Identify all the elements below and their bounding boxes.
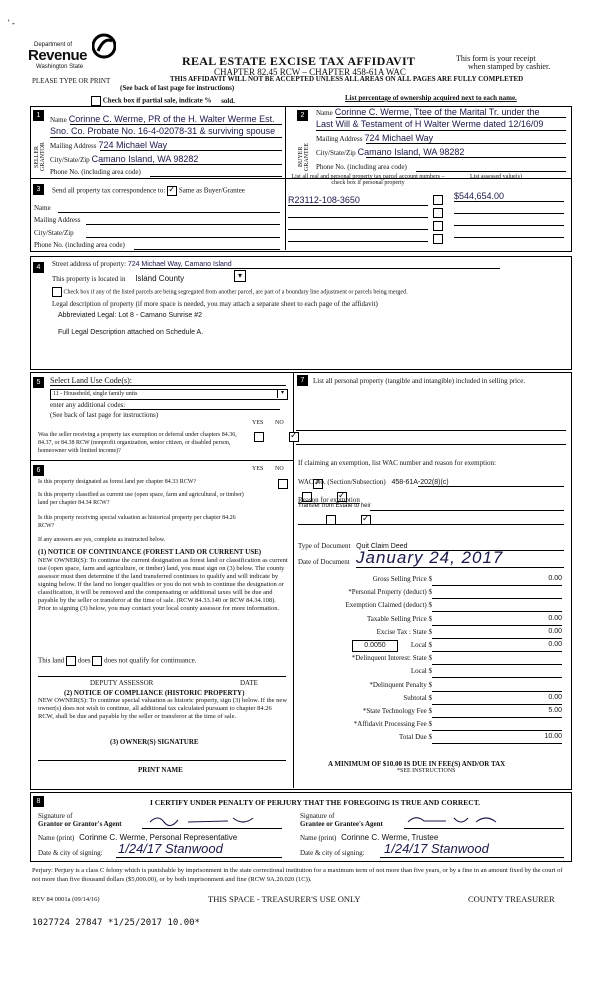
parcel-header: List all real and personal property tax parcel account numbers – check box if personal property — [291, 174, 445, 186]
buyer-mailing[interactable]: 724 Michael Way — [364, 133, 434, 143]
doc-date-label: Date of Document — [298, 558, 350, 566]
dor-logo — [26, 33, 121, 73]
tax-row — [298, 694, 566, 706]
exemption-no-checkbox[interactable] — [289, 432, 299, 442]
date-label: DATE — [240, 679, 258, 687]
reason-value[interactable]: Transfer from Estate to heir — [298, 503, 371, 509]
tax-row-label: Gross Selling Price $ — [372, 575, 432, 583]
buyer-name-1[interactable]: Corinne C. Werme, Ttee of the Marital Tr. under the — [334, 107, 540, 117]
tax-row — [298, 654, 566, 666]
street-row: Street address of property: 724 Michael Way, Camano Island — [52, 260, 232, 268]
buyer-city-row: City/State/Zip Camano Island, WA 98282 — [316, 147, 465, 157]
section-8-badge: 8 — [33, 796, 44, 807]
tax-row-label: Local $ — [410, 667, 432, 676]
rev-number: REV 84 0001a (09/14/16) — [32, 896, 100, 903]
seller-side-label: SELLER GRANTOR — [34, 142, 46, 172]
chevron-down-icon[interactable]: ▾ — [277, 389, 287, 398]
grantee-date[interactable]: 1/24/17 Stanwood — [384, 841, 489, 856]
form-chapter: CHAPTER 82.45 RCW – CHAPTER 458-61A WAC — [214, 67, 406, 77]
select-land-use-label: Select Land Use Code(s): — [50, 376, 132, 385]
seller-mailing[interactable]: 724 Michael Way — [98, 140, 168, 150]
tax-row-label: Excise Tax : State $ — [376, 627, 432, 636]
owner-signature-label: (3) OWNER(S) SIGNATURE — [110, 738, 199, 746]
tax-row — [298, 667, 566, 679]
tax-row-value[interactable] — [432, 654, 562, 665]
tax-row — [298, 588, 566, 600]
exemption-question: Was the seller receiving a property tax exemption or deferral under chapters 84.36, 84.37, or 84.38 RCW (nonprofit organization, senior citizen, or disabled person, homeowner with limited income)? — [38, 432, 237, 454]
personal-property-checkbox-1[interactable] — [433, 195, 443, 205]
land-use-select[interactable] — [50, 389, 288, 400]
minimum-note: A MINIMUM OF $10.00 IS DUE IN FEE(S) AND/OR TAX — [328, 760, 506, 768]
seller-phone-label: Phone No. (including area code) — [50, 168, 141, 176]
buyer-name-2[interactable]: Last Will & Testament of H Walter Werme dated 12/16/09 — [316, 119, 544, 129]
parcel-1[interactable]: R23112-108-3650 — [288, 195, 360, 205]
located-row: This property is located in Island County — [52, 274, 185, 283]
land-use-selected: 11 - Household, single family units — [53, 391, 138, 397]
seller-name-2[interactable]: Sno. Co. Probate No. 16-4-02078-31 & surviving spouse — [50, 126, 276, 136]
print-name-label: PRINT NAME — [138, 766, 183, 774]
wac-value[interactable]: 458-61A-202(8)(c) — [391, 479, 449, 486]
seller-city-row: City/State/Zip Camano Island, WA 98282 — [50, 154, 199, 164]
partial-sale-label: Check box if partial sale, indicate % — [102, 96, 212, 105]
wac-row: WAC No. (Section/Subsection) 458-61A-202(8)(c) — [298, 478, 449, 486]
tax-row — [298, 641, 566, 653]
tax-row-label: *Affidavit Processing Fee $ — [353, 720, 432, 729]
see-back-note: (See back of last page for instructions) — [120, 84, 235, 92]
tax-row-value[interactable]: 0.00 — [432, 641, 562, 652]
certify-statement: I CERTIFY UNDER PENALTY OF PERJURY THAT THE FOREGOING IS TRUE AND CORRECT. — [150, 798, 481, 807]
notice-compliance-title: (2) NOTICE OF COMPLIANCE (HISTORIC PROPERTY) — [64, 689, 245, 697]
tax-row — [298, 601, 566, 613]
seller-name-1[interactable]: Corinne C. Werme, PR of the H. Walter Werme Est. — [68, 114, 275, 124]
assessed-value-1[interactable]: $544,654.00 — [454, 191, 505, 201]
deputy-assessor-label: DEPUTY ASSESSOR — [90, 679, 154, 687]
notice-continuance-body: NEW OWNER(S): To continue the current designation as forest land or classification as current use (open space, farm and agriculture, or timber) land, you must sign on (3) below. The county assessor must then determine if the land transferred continues to qualify and will indicate by signing below. If the land no longer qualifies or you do not wish to continue the designation or classification, it will be removed and the compensating or additional taxes will be due and payable by the seller or transferor at the time of sale. (RCW 84.33.140 or RCW 84.34.108). Prior to signing (3) below, you may contact your local county assessor for more information. — [38, 557, 288, 612]
sec6-no: NO — [275, 466, 284, 472]
same-as-buyer-checkbox[interactable] — [167, 186, 177, 196]
tax-row-label: Taxable Selling Price $ — [366, 614, 432, 623]
tax-row-label: *State Technology Fee $ — [362, 707, 432, 715]
land-does-row: This land does does not qualify for continuance. — [38, 656, 197, 665]
tax-row — [298, 615, 566, 627]
exemption-claim-label: If claiming an exemption, list WAC number and reason for exemption: — [298, 459, 496, 467]
local-rate-field[interactable]: 0.0050 — [352, 640, 398, 652]
tax-row-value[interactable]: 0.00 — [432, 615, 562, 626]
doc-date-value[interactable]: January 24, 2017 — [356, 548, 504, 567]
notice-continuance-title: (1) NOTICE OF CONTINUANCE (FOREST LAND OR CURRENT USE) — [38, 548, 262, 556]
additional-codes-label: enter any additional codes: — [50, 401, 126, 409]
tax-row — [298, 707, 566, 719]
county-value[interactable]: Island County — [135, 274, 185, 283]
buyer-city[interactable]: Camano Island, WA 98282 — [357, 147, 465, 157]
tax-row-label: Subtotal $ — [403, 693, 432, 702]
tax-row-label: Local $ — [410, 641, 432, 649]
tax-row-value[interactable] — [432, 720, 562, 731]
section-4-badge: 4 — [33, 262, 44, 273]
sec5-no: NO — [275, 420, 284, 426]
see-instructions: *SEE INSTRUCTIONS — [397, 768, 456, 774]
assessed-header: List assessed value(s) — [470, 174, 522, 180]
notice-compliance-body: NEW OWNER(S): To continue special valuation as historic property, sign (3) below. If the new owner(s) does not wish to continue, all additional tax calculated pursuant to chapter 84.26 RCW, shall be due and payable by the seller or transferor at the time of sale. — [38, 697, 288, 720]
grantor-date-label: Date & city of signing: — [38, 849, 103, 857]
section-2-badge: 2 — [297, 110, 308, 121]
tax-row-label: *Delinquent Penalty $ — [369, 680, 432, 689]
grantee-sig-label-2: Grantee or Grantee's Agent — [300, 820, 383, 828]
section-6-badge: 6 — [33, 465, 44, 476]
tax-row-value[interactable]: 0.00 — [432, 628, 562, 639]
tax-row — [298, 733, 566, 745]
seller-mailing-row: Mailing Address 724 Michael Way — [50, 140, 168, 150]
personal-property-label: List all personal property (tangible and intangible) included in selling price. — [313, 377, 526, 385]
personal-property-checkbox-3[interactable] — [433, 221, 443, 231]
forest-question: Is this property designated as forest land per chapter 84.33 RCW? — [38, 479, 197, 485]
sec6-yes: YES — [252, 466, 264, 472]
grantee-sig-label-1: Signature of — [300, 812, 335, 820]
legal-label: Legal description of property (if more space is needed, you may attach a separate sheet to each page of the affidavit) — [52, 300, 378, 308]
personal-property-checkbox-4[interactable] — [433, 234, 443, 244]
section-1-badge: 1 — [33, 110, 44, 121]
partial-sale — [91, 96, 235, 106]
perjury-note: Perjury: Perjury is a class C felony which is punishable by imprisonment in the state correctional institution for a maximum term of not more than five years, or by a fine in an amount fixed by the court of not more than five thousand dollars ($5,000.00), or by both imprisonment and fine (RCW 9A.20.020 (1C)). — [32, 867, 563, 883]
tax-row — [298, 681, 566, 693]
tax-row-value[interactable]: 5.00 — [432, 707, 562, 718]
tax-row-value[interactable] — [432, 667, 562, 678]
exemption-yes-checkbox[interactable] — [254, 432, 264, 442]
tax-row — [298, 720, 566, 732]
grantor-name-row: Name (print) Corinne C. Werme, Personal Representative — [38, 833, 238, 842]
section-5-badge: 5 — [33, 377, 44, 388]
receipt-note-2: when stamped by cashier. — [468, 62, 551, 71]
grantee-date-label: Date & city of signing: — [300, 849, 365, 857]
sec5-yes: YES — [252, 420, 264, 426]
tax-row-value[interactable] — [432, 601, 562, 612]
grantee-signature-icon — [406, 812, 506, 828]
tax-row — [298, 575, 566, 587]
section-7-badge: 7 — [297, 375, 308, 386]
sold-label: sold. — [221, 96, 236, 105]
corner-mark: ' - — [8, 18, 15, 28]
county-dropdown-icon[interactable]: ▾ — [234, 270, 246, 282]
grantor-signature-icon — [148, 812, 258, 828]
historic-question: Is this property receiving special valuation as historical property per chapter 84.26 RCW? — [38, 515, 236, 529]
segregated-label: Check box if any of the listed parcels are being segregated from another parcel, are part of a boundary line adjustment or parcels being merged. — [63, 289, 408, 296]
treasurer-stamp: 1027724 27847 *1/25/2017 10.00* — [32, 918, 200, 928]
land-does-checkbox[interactable] — [66, 656, 76, 666]
tax-row-value[interactable]: 0.00 — [432, 694, 562, 705]
current-use-question: Is this property classified as current use (open space, farm and agricultural, or timber) land per chapter 84.34 RCW? — [38, 492, 244, 506]
tax-row-value[interactable] — [432, 681, 562, 692]
logo-state: Washington State — [36, 64, 84, 70]
tax-row-label: *Delinquent Interest: State $ — [351, 654, 432, 663]
tax-row-label: Exemption Claimed (deduct) $ — [345, 601, 432, 610]
buyer-name-row: Name Corinne C. Werme, Ttee of the Marital Tr. under the — [316, 107, 540, 117]
revenue-swirl-icon — [92, 33, 116, 59]
parcel-checkboxes — [433, 195, 443, 244]
tax-row-value[interactable]: 0.00 — [432, 575, 562, 586]
buyer-side-label: BUYER GRANTEE — [298, 143, 310, 171]
form-title: REAL ESTATE EXCISE TAX AFFIDAVIT — [182, 54, 416, 68]
corr-phone-label: Phone No. (including area code) — [34, 241, 125, 249]
forest-yes-checkbox[interactable] — [278, 479, 288, 489]
reason-label: Reason for exemption — [298, 496, 360, 504]
segregated-checkbox[interactable] — [52, 287, 62, 297]
seller-name-row: Name Corinne C. Werme, PR of the H. Walter Werme Est. — [50, 114, 275, 124]
logo-dept: Department of — [34, 42, 73, 48]
county-treasurer: COUNTY TREASURER — [468, 894, 555, 904]
corr-mailing-label: Mailing Address — [34, 216, 81, 224]
corr-city-label: City/State/Zip — [34, 229, 74, 237]
warning-text: THIS AFFIDAVIT WILL NOT BE ACCEPTED UNLESS ALL AREAS ON ALL PAGES ARE FULLY COMPLETED — [170, 75, 524, 83]
tax-row — [298, 628, 566, 640]
grantor-name[interactable]: Corinne C. Werme, Personal Representative — [79, 833, 238, 842]
logo-revenue: Revenue — [28, 47, 88, 64]
land-does-not-checkbox[interactable] — [92, 656, 102, 666]
grantee-name[interactable]: Corinne C. Werme, Trustee — [341, 833, 439, 842]
grantor-sig-label-1: Signature of — [38, 812, 73, 820]
buyer-mailing-row: Mailing Address 724 Michael Way — [316, 133, 434, 143]
seller-city[interactable]: Camano Island, WA 98282 — [91, 154, 199, 164]
sec5-see-back: (See back of last page for instructions) — [50, 411, 159, 419]
type-or-print: PLEASE TYPE OR PRINT — [32, 77, 111, 85]
doc-type-row: Type of Document Quit Claim Deed — [298, 542, 408, 550]
grantee-name-row: Name (print) Corinne C. Werme, Trustee — [300, 833, 439, 842]
corr-name-label: Name — [34, 204, 51, 212]
same-as-buyer-label: Same as Buyer/Grantee — [178, 186, 245, 195]
doc-type-value[interactable]: Quit Claim Deed — [356, 543, 408, 550]
correspondence-row: Send all property tax correspondence to: ✓ Same as Buyer/Grantee — [52, 186, 245, 196]
street-address[interactable]: 724 Michael Way, Camano Island — [127, 261, 232, 268]
tax-row-value[interactable]: 10.00 — [432, 733, 562, 744]
segregated-row — [52, 287, 522, 297]
abbreviated-legal[interactable]: Abbreviated Legal: Lot 8 - Camano Sunrise #2 — [58, 312, 202, 319]
treasurer-space: THIS SPACE - TREASURER'S USE ONLY — [208, 894, 361, 904]
ownership-note: List percentage of ownership acquired next to each name. — [345, 94, 517, 102]
section-3-badge: 3 — [33, 184, 44, 195]
personal-property-checkbox-2[interactable] — [433, 208, 443, 218]
tax-row-label: Total Due $ — [399, 733, 432, 742]
grantor-date[interactable]: 1/24/17 Stanwood — [118, 841, 223, 856]
buyer-phone-label: Phone No. (including area code) — [316, 163, 407, 171]
tax-row-value[interactable] — [432, 588, 562, 599]
grantor-sig-label-2: Grantor or Grantor's Agent — [38, 820, 122, 828]
tax-row-label: *Personal Property (deduct) $ — [348, 588, 432, 597]
partial-sale-checkbox[interactable] — [91, 96, 101, 106]
receipt-note-1: This form is your receipt — [456, 54, 536, 63]
full-legal[interactable]: Full Legal Description attached on Schedule A. — [58, 329, 204, 336]
if-yes-note: If any answers are yes, complete as instructed below. — [38, 537, 166, 543]
